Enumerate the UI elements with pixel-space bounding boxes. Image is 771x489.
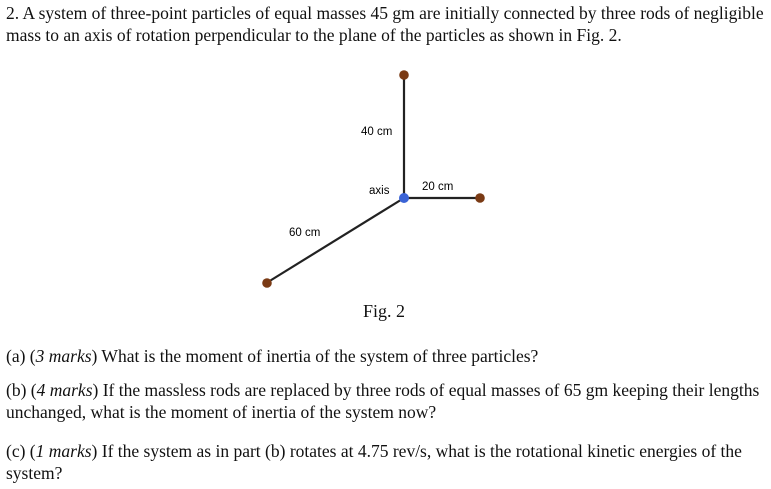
question-b bbox=[6, 379, 766, 423]
question-b-marks: 4 marks bbox=[36, 380, 93, 400]
question-c-text: ) If the system as in part (b) rotates at 4.75 rev/s, what is the rotational kinetic energies of the system? bbox=[6, 441, 742, 483]
particle-left bbox=[262, 278, 272, 288]
question-b-prefix: (b) ( bbox=[6, 380, 37, 400]
particle-top bbox=[399, 70, 409, 80]
particle-right bbox=[475, 193, 485, 203]
problem-statement: 2. A system of three-point particles of equal masses 45 gm are initially connected by three rods of negligible mass to an axis of rotation perpendicular to the plane of the particles as shown in Fig. 2. bbox=[6, 3, 764, 45]
figure-caption: Fig. 2 bbox=[363, 301, 406, 321]
axis-point bbox=[399, 193, 409, 203]
question-a-text: ) What is the moment of inertia of the system of three particles? bbox=[91, 346, 539, 366]
label-axis: axis bbox=[369, 185, 390, 197]
question-a bbox=[6, 345, 766, 367]
question-a-marks: 3 marks bbox=[35, 346, 92, 366]
question-a-prefix: (a) ( bbox=[6, 346, 36, 366]
label-40cm: 40 cm bbox=[361, 126, 393, 138]
label-60cm: 60 cm bbox=[289, 227, 321, 239]
question-b-text: ) If the massless rods are replaced by three rods of equal masses of 65 gm keeping their lengths unchanged, what is the moment of inertia of the system now? bbox=[6, 380, 760, 422]
question-c-marks: 1 marks bbox=[35, 441, 92, 461]
question-c-prefix: (c) ( bbox=[6, 441, 36, 461]
rod-left bbox=[268, 198, 404, 282]
label-20cm: 20 cm bbox=[422, 181, 454, 193]
question-c bbox=[6, 440, 766, 484]
